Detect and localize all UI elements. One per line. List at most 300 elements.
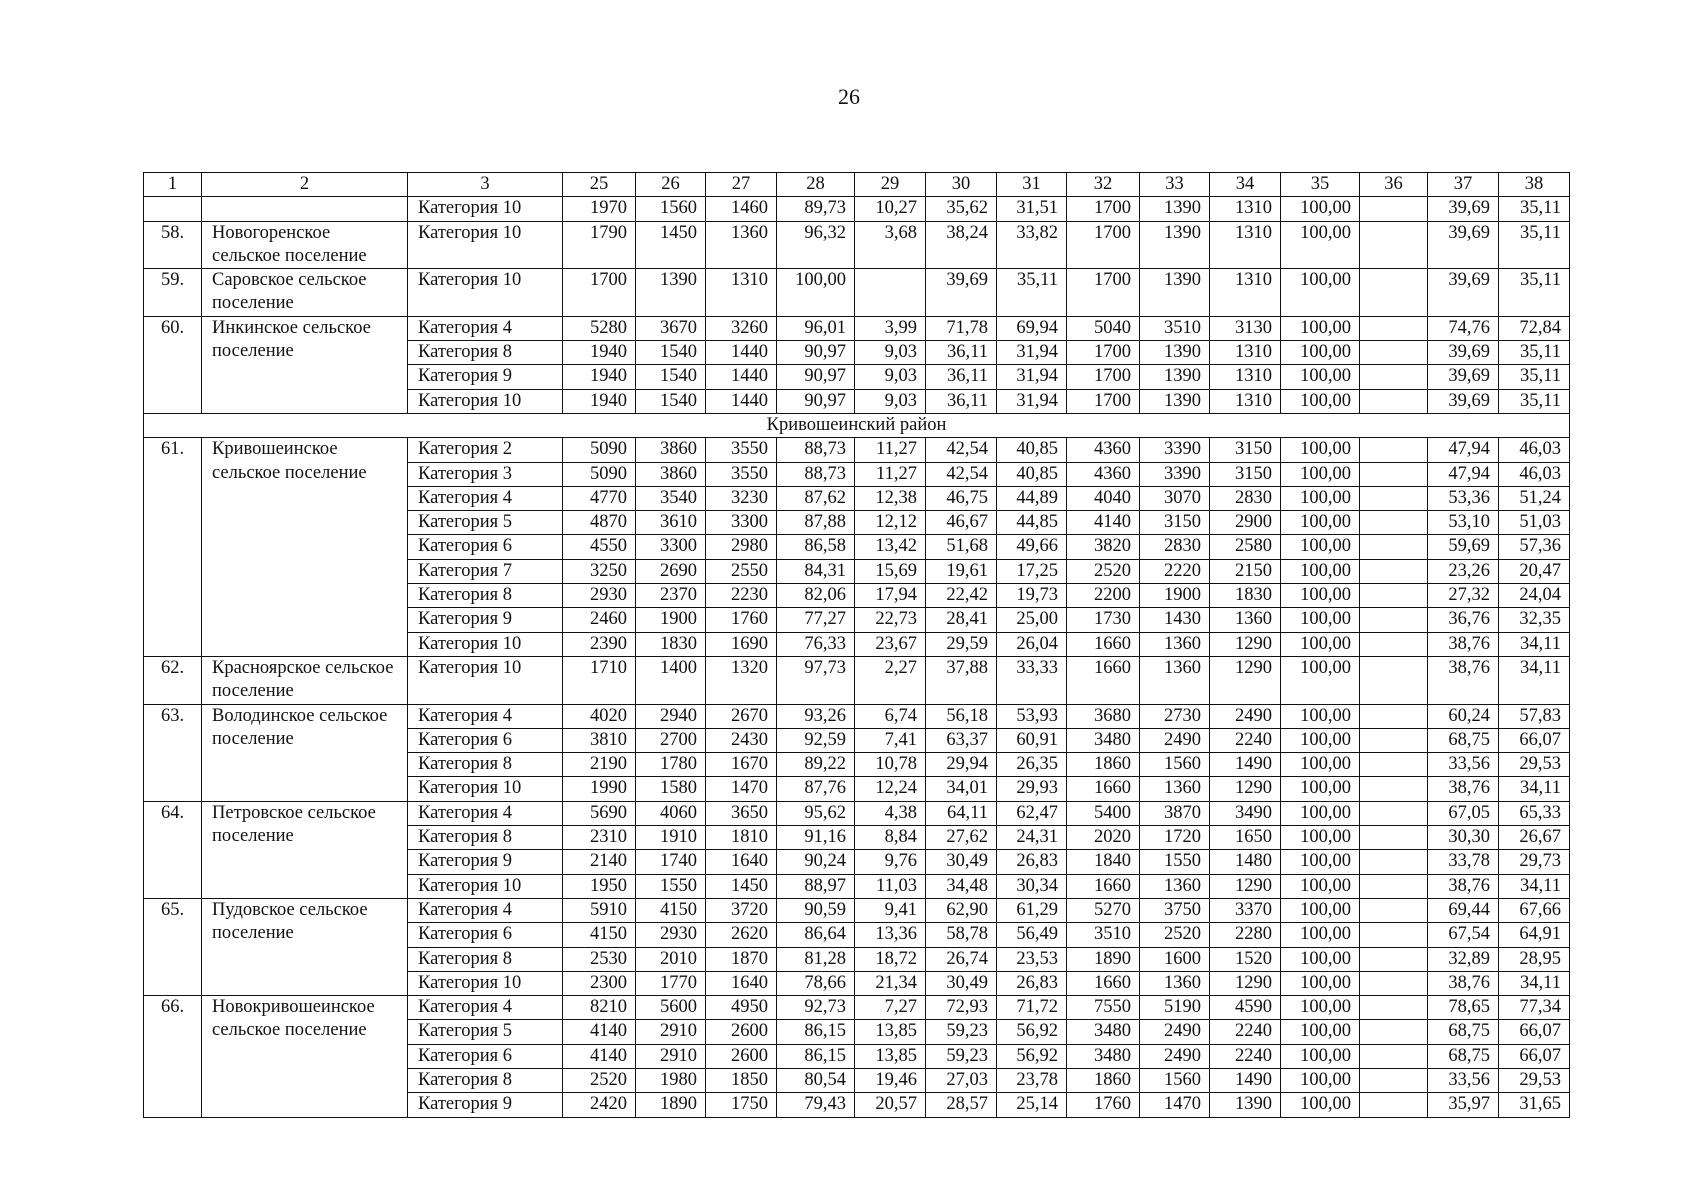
value-cell: 30,30	[1428, 826, 1499, 850]
value-cell: 49,66	[997, 535, 1067, 559]
value-cell: 66,07	[1499, 728, 1570, 752]
value-cell: 3670	[636, 316, 706, 340]
value-cell: 29,93	[997, 777, 1067, 801]
category-cell: Категория 6	[408, 923, 563, 947]
column-header: 2	[202, 173, 408, 197]
value-cell: 1470	[1140, 1093, 1210, 1117]
value-cell: 2490	[1140, 1044, 1210, 1068]
value-cell: 3,68	[855, 221, 926, 269]
value-cell: 2370	[636, 584, 706, 608]
value-cell: 2,27	[855, 656, 926, 704]
category-cell: Категория 10	[408, 777, 563, 801]
value-cell: 20,57	[855, 1093, 926, 1117]
value-cell: 4,38	[855, 801, 926, 825]
value-cell: 3550	[706, 462, 777, 486]
value-cell: 1400	[636, 656, 706, 704]
value-cell: 33,82	[997, 221, 1067, 269]
value-cell	[855, 269, 926, 317]
category-cell: Категория 10	[408, 221, 563, 269]
value-cell: 3250	[563, 559, 636, 583]
value-cell: 23,67	[855, 632, 926, 656]
value-cell: 39,69	[926, 269, 997, 317]
value-cell: 2600	[706, 1020, 777, 1044]
value-cell: 3680	[1067, 704, 1140, 728]
value-cell: 4060	[636, 801, 706, 825]
value-cell: 2670	[706, 704, 777, 728]
value-cell: 82,06	[777, 584, 855, 608]
value-cell: 2140	[563, 850, 636, 874]
value-cell: 1660	[1067, 971, 1140, 995]
value-cell: 26,35	[997, 753, 1067, 777]
value-cell: 34,11	[1499, 632, 1570, 656]
value-cell: 27,03	[926, 1068, 997, 1092]
value-cell: 68,75	[1428, 1020, 1499, 1044]
value-cell: 66,07	[1499, 1020, 1570, 1044]
value-cell: 4140	[563, 1020, 636, 1044]
value-cell: 100,00	[1281, 850, 1360, 874]
value-cell: 1840	[1067, 850, 1140, 874]
value-cell: 1910	[636, 826, 706, 850]
value-cell: 3860	[636, 462, 706, 486]
page-number: 26	[838, 84, 860, 109]
value-cell: 3230	[706, 486, 777, 510]
value-cell: 1430	[1140, 608, 1210, 632]
value-cell: 100,00	[1281, 221, 1360, 269]
value-cell: 1890	[1067, 947, 1140, 971]
value-cell: 1850	[706, 1068, 777, 1092]
value-cell: 100,00	[1281, 996, 1360, 1020]
settlement-name: Новокривошеинское сельское поселение	[202, 996, 408, 1117]
value-cell: 1660	[1067, 632, 1140, 656]
value-cell: 2430	[706, 728, 777, 752]
value-cell: 2930	[563, 584, 636, 608]
value-cell: 100,00	[1281, 389, 1360, 413]
value-cell: 1660	[1067, 777, 1140, 801]
value-cell: 1780	[636, 753, 706, 777]
settlement-name: Новогоренское сельское поселение	[202, 221, 408, 269]
value-cell: 1600	[1140, 947, 1210, 971]
value-cell: 1730	[1067, 608, 1140, 632]
value-cell: 35,11	[1499, 365, 1570, 389]
value-cell: 100,00	[1281, 1020, 1360, 1044]
value-cell: 4590	[1210, 996, 1281, 1020]
table-row	[144, 898, 1570, 922]
column-header: 26	[636, 173, 706, 197]
value-cell	[1360, 511, 1428, 535]
value-cell: 1980	[636, 1068, 706, 1092]
value-cell: 3510	[1067, 923, 1140, 947]
value-cell: 5270	[1067, 898, 1140, 922]
value-cell: 1560	[1140, 753, 1210, 777]
category-cell: Категория 6	[408, 535, 563, 559]
value-cell: 3540	[636, 486, 706, 510]
value-cell: 2020	[1067, 826, 1140, 850]
category-cell: Категория 10	[408, 269, 563, 317]
value-cell: 1290	[1210, 874, 1281, 898]
value-cell: 61,29	[997, 898, 1067, 922]
value-cell: 69,94	[997, 316, 1067, 340]
value-cell: 39,69	[1428, 341, 1499, 365]
value-cell: 38,76	[1428, 971, 1499, 995]
value-cell: 1310	[1210, 365, 1281, 389]
value-cell: 2600	[706, 1044, 777, 1068]
value-cell: 56,18	[926, 704, 997, 728]
value-cell: 1360	[1210, 608, 1281, 632]
value-cell: 17,94	[855, 584, 926, 608]
category-cell: Категория 7	[408, 559, 563, 583]
value-cell: 86,15	[777, 1020, 855, 1044]
value-cell: 1360	[1140, 874, 1210, 898]
value-cell: 3370	[1210, 898, 1281, 922]
value-cell: 46,67	[926, 511, 997, 535]
category-cell: Категория 5	[408, 1020, 563, 1044]
value-cell: 29,53	[1499, 1068, 1570, 1092]
value-cell: 1660	[1067, 656, 1140, 704]
column-header: 38	[1499, 173, 1570, 197]
value-cell: 9,03	[855, 365, 926, 389]
value-cell: 29,59	[926, 632, 997, 656]
value-cell: 44,89	[997, 486, 1067, 510]
value-cell: 1550	[1140, 850, 1210, 874]
value-cell: 1720	[1140, 826, 1210, 850]
value-cell: 46,75	[926, 486, 997, 510]
value-cell: 89,73	[777, 197, 855, 221]
value-cell: 9,41	[855, 898, 926, 922]
value-cell: 3150	[1210, 462, 1281, 486]
value-cell: 1830	[636, 632, 706, 656]
category-cell: Категория 4	[408, 996, 563, 1020]
value-cell: 1750	[706, 1093, 777, 1117]
value-cell: 1700	[1067, 389, 1140, 413]
value-cell: 1860	[1067, 1068, 1140, 1092]
value-cell: 1870	[706, 947, 777, 971]
value-cell: 97,73	[777, 656, 855, 704]
value-cell: 2520	[563, 1068, 636, 1092]
category-cell: Категория 8	[408, 753, 563, 777]
value-cell: 31,94	[997, 389, 1067, 413]
value-cell: 59,23	[926, 1020, 997, 1044]
value-cell: 68,75	[1428, 1044, 1499, 1068]
value-cell: 58,78	[926, 923, 997, 947]
value-cell: 34,11	[1499, 874, 1570, 898]
value-cell: 36,11	[926, 389, 997, 413]
value-cell	[1360, 801, 1428, 825]
value-cell: 100,00	[1281, 269, 1360, 317]
value-cell: 56,92	[997, 1020, 1067, 1044]
value-cell: 3390	[1140, 438, 1210, 462]
value-cell: 64,91	[1499, 923, 1570, 947]
table-row	[144, 197, 1570, 221]
value-cell: 1690	[706, 632, 777, 656]
category-cell: Категория 4	[408, 316, 563, 340]
value-cell: 37,88	[926, 656, 997, 704]
value-cell: 93,26	[777, 704, 855, 728]
value-cell: 1660	[1067, 874, 1140, 898]
value-cell: 100,00	[1281, 923, 1360, 947]
value-cell: 33,56	[1428, 1068, 1499, 1092]
category-cell: Категория 8	[408, 341, 563, 365]
value-cell: 64,11	[926, 801, 997, 825]
value-cell: 1360	[1140, 656, 1210, 704]
value-cell: 17,25	[997, 559, 1067, 583]
value-cell: 1470	[706, 777, 777, 801]
value-cell: 26,67	[1499, 826, 1570, 850]
value-cell: 36,76	[1428, 608, 1499, 632]
category-cell: Категория 6	[408, 728, 563, 752]
value-cell: 65,33	[1499, 801, 1570, 825]
value-cell	[1360, 584, 1428, 608]
value-cell: 92,73	[777, 996, 855, 1020]
value-cell: 1900	[636, 608, 706, 632]
value-cell: 1540	[636, 365, 706, 389]
value-cell: 100,00	[1281, 753, 1360, 777]
value-cell: 35,11	[1499, 221, 1570, 269]
category-cell: Категория 4	[408, 486, 563, 510]
value-cell: 91,16	[777, 826, 855, 850]
value-cell: 87,62	[777, 486, 855, 510]
value-cell	[1360, 389, 1428, 413]
value-cell: 1360	[706, 221, 777, 269]
value-cell: 4870	[563, 511, 636, 535]
value-cell	[1360, 996, 1428, 1020]
value-cell: 66,07	[1499, 1044, 1570, 1068]
value-cell: 1770	[636, 971, 706, 995]
row-number	[144, 197, 202, 221]
value-cell: 2240	[1210, 728, 1281, 752]
settlement-name: Володинское сельское поселение	[202, 704, 408, 801]
value-cell: 90,59	[777, 898, 855, 922]
value-cell: 27,62	[926, 826, 997, 850]
row-number: 65.	[144, 898, 202, 995]
value-cell: 78,66	[777, 971, 855, 995]
value-cell: 36,11	[926, 365, 997, 389]
value-cell	[1360, 1044, 1428, 1068]
value-cell: 26,83	[997, 971, 1067, 995]
value-cell: 1710	[563, 656, 636, 704]
value-cell: 5090	[563, 462, 636, 486]
value-cell: 1440	[706, 365, 777, 389]
value-cell: 53,93	[997, 704, 1067, 728]
category-cell: Категория 8	[408, 1068, 563, 1092]
value-cell: 4150	[636, 898, 706, 922]
value-cell: 7,27	[855, 996, 926, 1020]
value-cell: 28,41	[926, 608, 997, 632]
value-cell: 1440	[706, 341, 777, 365]
value-cell: 23,78	[997, 1068, 1067, 1092]
value-cell	[1360, 826, 1428, 850]
value-cell: 88,97	[777, 874, 855, 898]
value-cell: 100,00	[1281, 486, 1360, 510]
value-cell: 1640	[706, 850, 777, 874]
value-cell: 100,00	[1281, 584, 1360, 608]
value-cell: 2240	[1210, 1020, 1281, 1044]
category-cell: Категория 8	[408, 947, 563, 971]
settlement-name	[202, 197, 408, 221]
value-cell: 3130	[1210, 316, 1281, 340]
category-cell: Категория 8	[408, 584, 563, 608]
value-cell: 2230	[706, 584, 777, 608]
value-cell: 3820	[1067, 535, 1140, 559]
value-cell: 90,24	[777, 850, 855, 874]
value-cell: 100,00	[777, 269, 855, 317]
value-cell: 26,74	[926, 947, 997, 971]
value-cell	[1360, 753, 1428, 777]
value-cell: 1310	[1210, 269, 1281, 317]
category-cell: Категория 10	[408, 389, 563, 413]
value-cell: 2910	[636, 1020, 706, 1044]
value-cell: 1390	[1140, 221, 1210, 269]
value-cell: 5690	[563, 801, 636, 825]
value-cell: 25,00	[997, 608, 1067, 632]
value-cell: 1940	[563, 341, 636, 365]
value-cell: 32,89	[1428, 947, 1499, 971]
value-cell: 62,90	[926, 898, 997, 922]
table-row	[144, 801, 1570, 825]
value-cell: 12,38	[855, 486, 926, 510]
value-cell: 76,33	[777, 632, 855, 656]
value-cell: 57,36	[1499, 535, 1570, 559]
value-cell: 1940	[563, 365, 636, 389]
value-cell: 28,95	[1499, 947, 1570, 971]
value-cell: 1790	[563, 221, 636, 269]
value-cell: 2910	[636, 1044, 706, 1068]
value-cell: 7550	[1067, 996, 1140, 1020]
value-cell: 5400	[1067, 801, 1140, 825]
value-cell: 11,27	[855, 438, 926, 462]
category-cell: Категория 4	[408, 801, 563, 825]
value-cell: 80,54	[777, 1068, 855, 1092]
category-cell: Категория 10	[408, 874, 563, 898]
value-cell: 2490	[1140, 1020, 1210, 1044]
value-cell: 3480	[1067, 1020, 1140, 1044]
value-cell: 96,32	[777, 221, 855, 269]
value-cell: 100,00	[1281, 608, 1360, 632]
value-cell: 100,00	[1281, 535, 1360, 559]
row-number: 60.	[144, 316, 202, 413]
value-cell: 81,28	[777, 947, 855, 971]
value-cell: 1450	[706, 874, 777, 898]
value-cell: 100,00	[1281, 704, 1360, 728]
value-cell: 1290	[1210, 777, 1281, 801]
value-cell: 8,84	[855, 826, 926, 850]
value-cell: 34,11	[1499, 656, 1570, 704]
value-cell: 19,73	[997, 584, 1067, 608]
row-number: 62.	[144, 656, 202, 704]
settlement-name: Инкинское сельское поселение	[202, 316, 408, 413]
value-cell: 100,00	[1281, 947, 1360, 971]
value-cell: 4020	[563, 704, 636, 728]
column-header: 35	[1281, 173, 1360, 197]
value-cell	[1360, 197, 1428, 221]
value-cell	[1360, 971, 1428, 995]
value-cell: 31,65	[1499, 1093, 1570, 1117]
value-cell: 1970	[563, 197, 636, 221]
value-cell: 1700	[1067, 221, 1140, 269]
value-cell: 11,27	[855, 462, 926, 486]
value-cell	[1360, 632, 1428, 656]
settlement-name: Саровское сельское поселение	[202, 269, 408, 317]
value-cell	[1360, 704, 1428, 728]
value-cell: 13,42	[855, 535, 926, 559]
value-cell: 87,76	[777, 777, 855, 801]
category-cell: Категория 9	[408, 850, 563, 874]
value-cell: 1390	[1140, 269, 1210, 317]
value-cell: 2310	[563, 826, 636, 850]
value-cell: 78,65	[1428, 996, 1499, 1020]
value-cell: 2520	[1067, 559, 1140, 583]
column-header: 31	[997, 173, 1067, 197]
table-row	[144, 221, 1570, 269]
value-cell: 35,11	[997, 269, 1067, 317]
value-cell: 2190	[563, 753, 636, 777]
value-cell: 2930	[636, 923, 706, 947]
value-cell: 100,00	[1281, 341, 1360, 365]
value-cell	[1360, 559, 1428, 583]
value-cell: 62,47	[997, 801, 1067, 825]
value-cell: 4140	[563, 1044, 636, 1068]
value-cell: 2980	[706, 535, 777, 559]
value-cell: 79,43	[777, 1093, 855, 1117]
value-cell: 34,48	[926, 874, 997, 898]
value-cell: 100,00	[1281, 462, 1360, 486]
value-cell: 2620	[706, 923, 777, 947]
value-cell: 1490	[1210, 753, 1281, 777]
column-header: 3	[408, 173, 563, 197]
category-cell: Категория 6	[408, 1044, 563, 1068]
value-cell: 2460	[563, 608, 636, 632]
value-cell: 3810	[563, 728, 636, 752]
value-cell: 2580	[1210, 535, 1281, 559]
value-cell: 3610	[636, 511, 706, 535]
value-cell: 100,00	[1281, 365, 1360, 389]
value-cell: 39,69	[1428, 197, 1499, 221]
value-cell	[1360, 947, 1428, 971]
value-cell	[1360, 462, 1428, 486]
column-header: 28	[777, 173, 855, 197]
value-cell: 3860	[636, 438, 706, 462]
value-cell: 23,53	[997, 947, 1067, 971]
value-cell: 29,73	[1499, 850, 1570, 874]
value-cell: 40,85	[997, 438, 1067, 462]
value-cell: 100,00	[1281, 728, 1360, 752]
data-table	[143, 172, 1570, 1118]
value-cell: 2280	[1210, 923, 1281, 947]
value-cell: 1460	[706, 197, 777, 221]
value-cell: 4150	[563, 923, 636, 947]
value-cell: 33,56	[1428, 753, 1499, 777]
value-cell: 95,62	[777, 801, 855, 825]
value-cell: 1310	[1210, 389, 1281, 413]
value-cell: 38,76	[1428, 656, 1499, 704]
value-cell	[1360, 1093, 1428, 1117]
value-cell: 69,44	[1428, 898, 1499, 922]
value-cell: 100,00	[1281, 898, 1360, 922]
value-cell: 68,75	[1428, 728, 1499, 752]
value-cell: 39,69	[1428, 365, 1499, 389]
value-cell: 100,00	[1281, 559, 1360, 583]
value-cell: 21,34	[855, 971, 926, 995]
value-cell: 42,54	[926, 438, 997, 462]
value-cell: 28,57	[926, 1093, 997, 1117]
value-cell: 35,62	[926, 197, 997, 221]
value-cell: 4360	[1067, 462, 1140, 486]
value-cell: 1700	[1067, 341, 1140, 365]
value-cell	[1360, 1068, 1428, 1092]
value-cell: 3150	[1140, 511, 1210, 535]
value-cell	[1360, 341, 1428, 365]
value-cell: 2200	[1067, 584, 1140, 608]
value-cell: 1700	[1067, 269, 1140, 317]
